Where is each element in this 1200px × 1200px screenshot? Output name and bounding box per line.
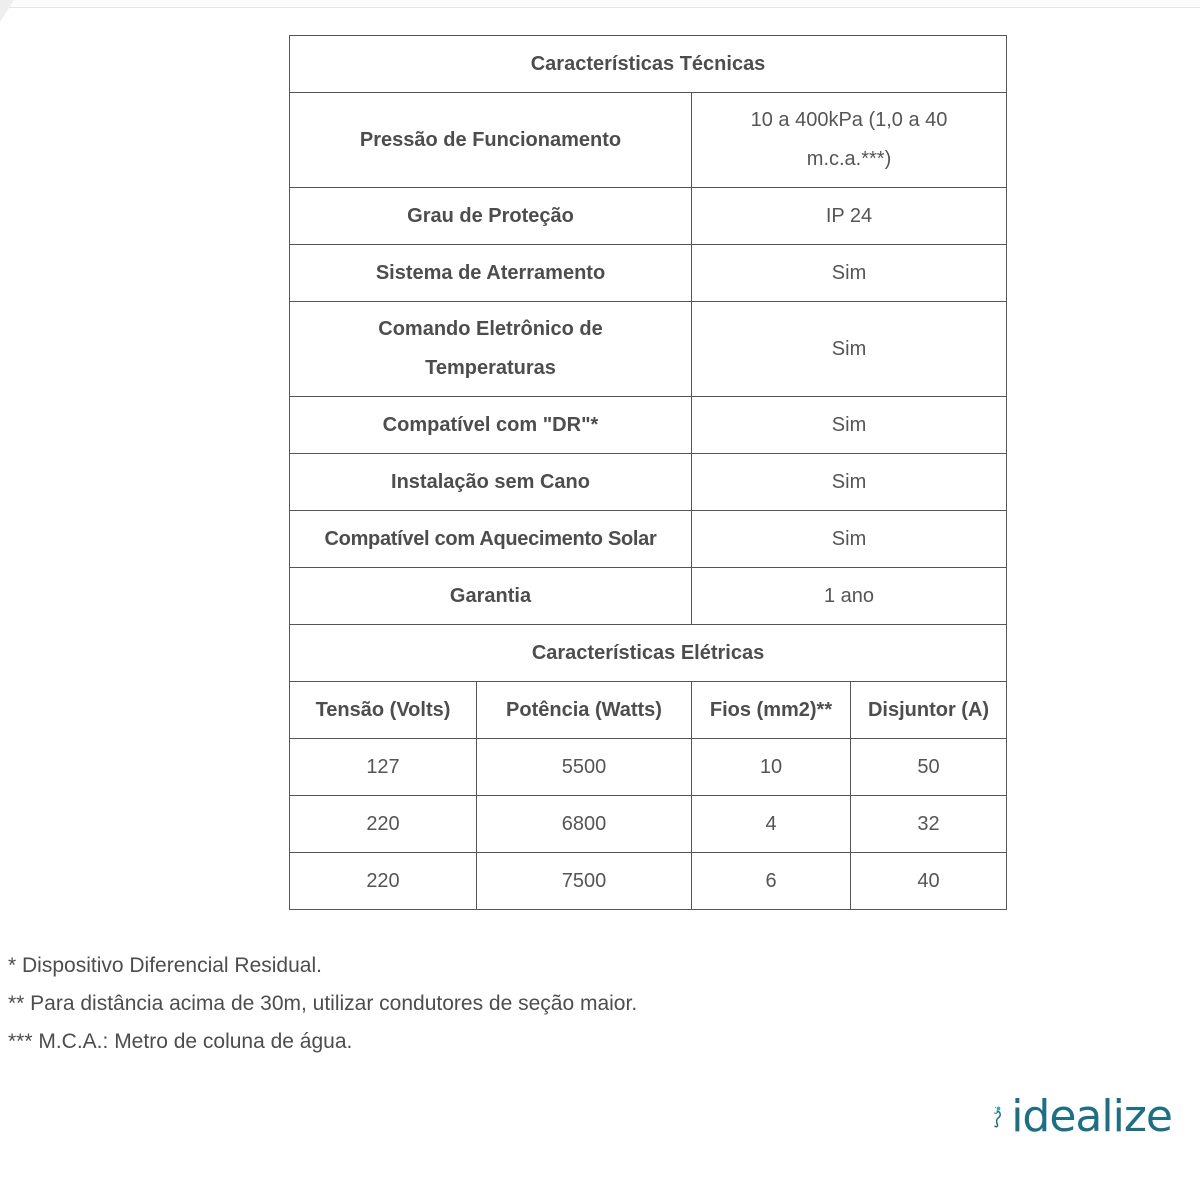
table-row	[290, 188, 1007, 245]
corner-decoration	[0, 0, 14, 22]
footnote-mca: *** M.C.A.: Metro de coluna de água.	[8, 1030, 353, 1053]
spec-label: Pressão de Funcionamento	[290, 93, 692, 188]
wires-cell: 10	[692, 739, 851, 796]
column-header-voltage: Tensão (Volts)	[290, 682, 477, 739]
spec-value: IP 24	[692, 188, 1007, 245]
seahorse-logo-icon	[992, 1083, 1003, 1151]
electrical-header-row	[290, 625, 1007, 682]
spec-label: Instalação sem Cano	[290, 454, 692, 511]
spec-label: Compatível com "DR"*	[290, 397, 692, 454]
column-header-wires: Fios (mm2)**	[692, 682, 851, 739]
breaker-cell: 50	[851, 739, 1007, 796]
spec-value: Sim	[692, 397, 1007, 454]
spec-value: 10 a 400kPa (1,0 a 40 m.c.a.***)	[692, 93, 1007, 188]
power-cell: 6800	[477, 796, 692, 853]
spec-value: Sim	[692, 245, 1007, 302]
electrical-header: Características Elétricas	[290, 625, 1007, 682]
footnote-dr: * Dispositivo Diferencial Residual.	[8, 954, 322, 977]
spec-label: Garantia	[290, 568, 692, 625]
voltage-cell: 220	[290, 796, 477, 853]
table-row	[290, 853, 1007, 910]
brand-name: idealize	[1011, 1091, 1172, 1142]
brand-logo	[992, 1082, 1172, 1152]
column-header-power: Potência (Watts)	[477, 682, 692, 739]
breaker-cell: 40	[851, 853, 1007, 910]
technical-header-row	[290, 36, 1007, 93]
table-row	[290, 511, 1007, 568]
power-cell: 5500	[477, 739, 692, 796]
spec-label: Sistema de Aterramento	[290, 245, 692, 302]
table-row	[290, 302, 1007, 397]
technical-header: Características Técnicas	[290, 36, 1007, 93]
voltage-cell: 127	[290, 739, 477, 796]
table-row	[290, 739, 1007, 796]
spec-value: Sim	[692, 302, 1007, 397]
table-row	[290, 245, 1007, 302]
spec-value: 1 ano	[692, 568, 1007, 625]
table-row	[290, 796, 1007, 853]
table-row	[290, 397, 1007, 454]
spec-label: Comando Eletrônico de Temperaturas	[290, 302, 692, 397]
wires-cell: 6	[692, 853, 851, 910]
table-row	[290, 454, 1007, 511]
voltage-cell: 220	[290, 853, 477, 910]
column-header-breaker: Disjuntor (A)	[851, 682, 1007, 739]
power-cell: 7500	[477, 853, 692, 910]
spec-value: Sim	[692, 511, 1007, 568]
spec-label: Grau de Proteção	[290, 188, 692, 245]
wires-cell: 4	[692, 796, 851, 853]
spec-label: Compatível com Aquecimento Solar	[290, 511, 692, 568]
footnote-wires: ** Para distância acima de 30m, utilizar condutores de seção maior.	[8, 992, 638, 1015]
specs-table	[289, 35, 1007, 910]
top-divider	[0, 0, 1200, 8]
table-row	[290, 568, 1007, 625]
breaker-cell: 32	[851, 796, 1007, 853]
spec-value: Sim	[692, 454, 1007, 511]
table-row	[290, 93, 1007, 188]
electrical-columns-row	[290, 682, 1007, 739]
footnotes	[8, 947, 637, 1061]
